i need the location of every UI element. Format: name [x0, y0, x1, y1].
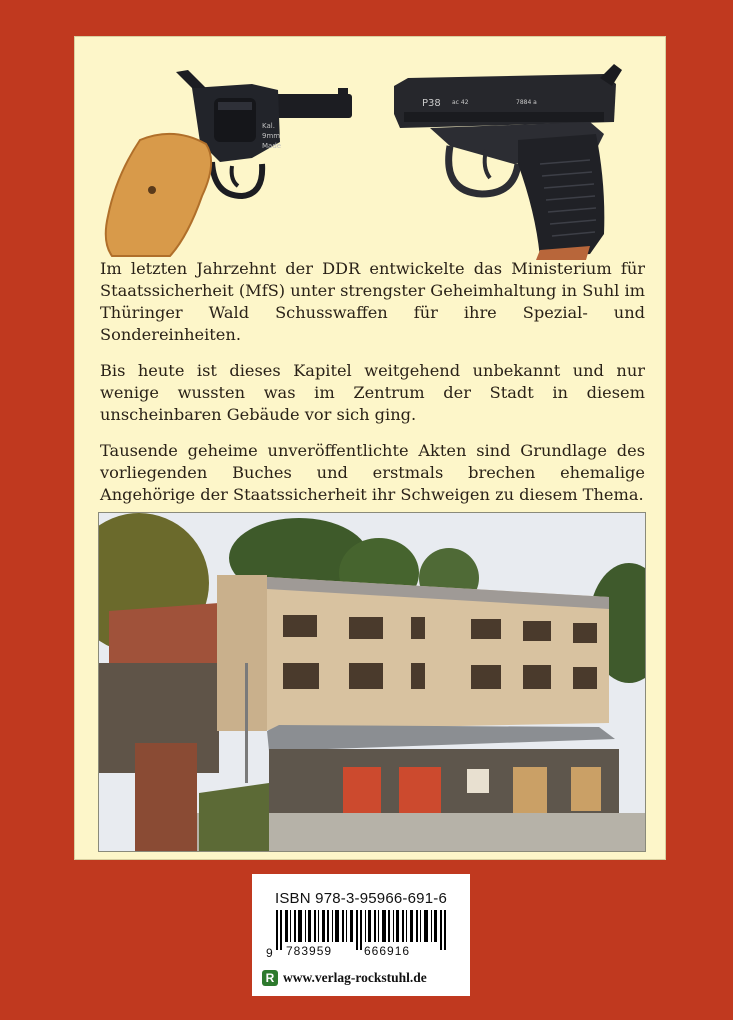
paragraph-2: Bis heute ist dieses Kapitel weitgehend unbekannt und nur wenige wussten was im Zentrum der Stadt in diesem unscheinbaren Gebäude vor sich ging. [100, 361, 645, 424]
barcode-digits-left: 783959 [286, 944, 333, 958]
pistol-image [390, 64, 626, 260]
revolver-engraving-1: Kal. [262, 122, 275, 130]
publisher-row [262, 968, 462, 988]
publisher-url[interactable]: www.verlag-rockstuhl.de [283, 970, 427, 985]
pistol-engraving-serial: 7884 a [516, 99, 537, 106]
publisher-logo-icon: R [262, 970, 278, 986]
blurb-text [100, 258, 645, 520]
revolver-engraving-2: 9mm [262, 132, 281, 140]
building-photo [98, 512, 646, 852]
revolver-engraving-3: Made [262, 142, 282, 150]
barcode-digits-right: 666916 [364, 944, 411, 958]
barcode-digit-first: 9 [266, 946, 274, 960]
revolver-image [102, 66, 364, 258]
paragraph-1: Im letzten Jahrzehnt der DDR entwickelte das Ministerium für Staatssicherheit (MfS) unter strengster Geheimhaltung in Suhl im Thüringer Wald Schusswaffen für ihre Spezial- und Sondereinheiten. [100, 259, 645, 344]
isbn-label: ISBN 978-3-95966-691-6 [274, 890, 447, 907]
paragraph-3: Tausende geheime unveröffentlichte Akten sind Grundlage des vorliegenden Buches und erstmals brechen ehemalige Angehörige der Staatssicherheit ihr Schweigen zu diesem Thema. [100, 441, 645, 504]
cover-panel [74, 36, 666, 860]
pistol-engraving-mark: ac 42 [452, 99, 469, 106]
pistol-engraving-model: P38 [422, 98, 441, 109]
barcode-box [252, 874, 470, 996]
